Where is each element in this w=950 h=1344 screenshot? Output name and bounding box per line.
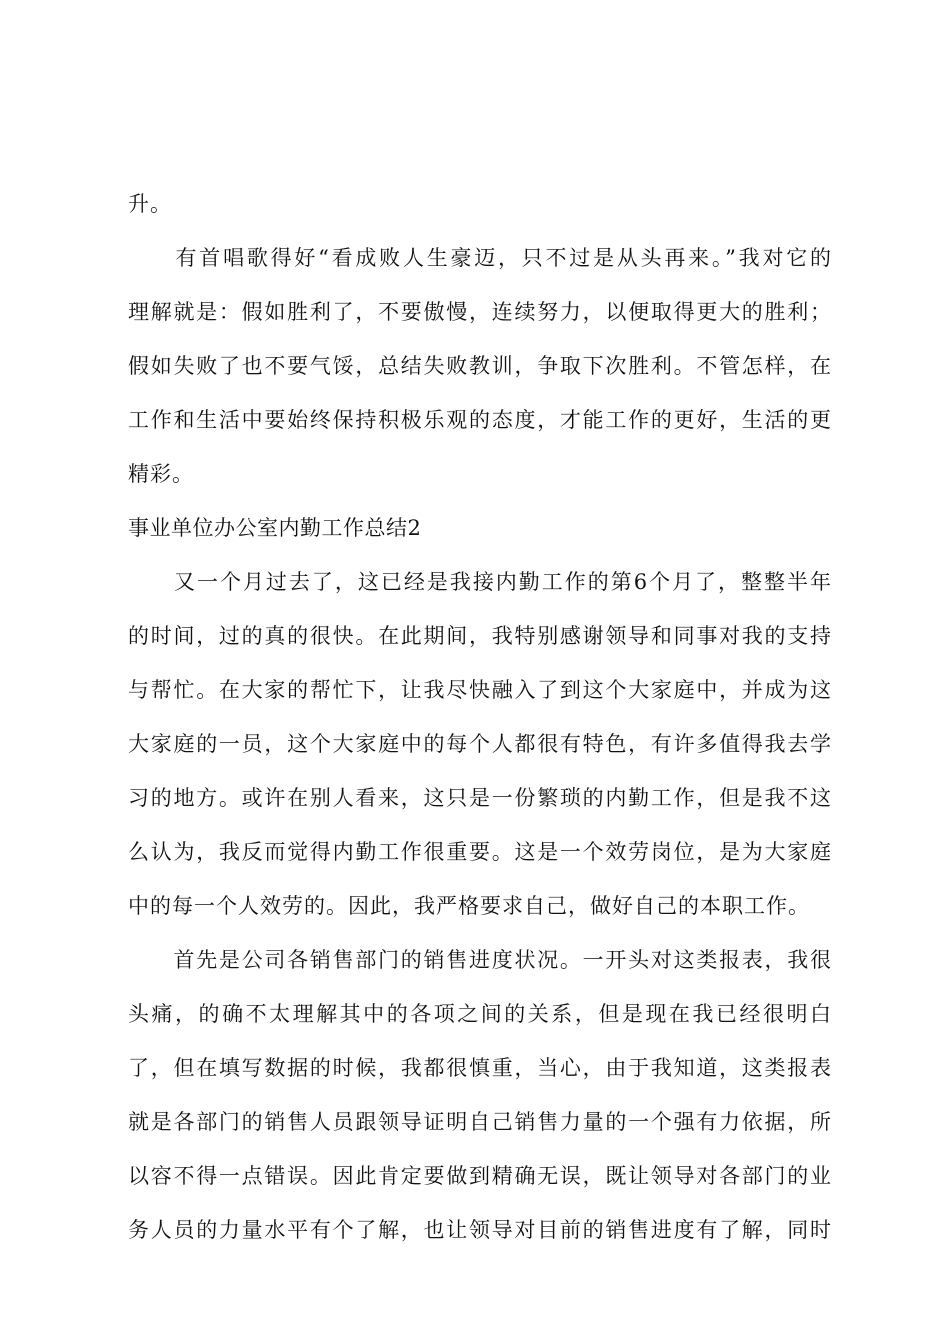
text-line: 理解就是：假如胜利了，不要傲慢，连续努力，以便取得更大的胜利； — [128, 300, 832, 324]
text-line: 务人员的力量水平有个了解，也让领导对目前的销售进度有了解，同时 — [128, 1218, 832, 1242]
text-line: 精彩。 — [128, 462, 194, 486]
text-line: 头痛，的确不太理解其中的各项之间的关系，但是现在我已经很明白 — [128, 1002, 832, 1026]
section-heading: 事业单位办公室内勤工作总结2 — [128, 516, 422, 540]
text-line: 么认为，我反而觉得内勤工作很重要。这是一个效劳岗位，是为大家庭 — [128, 840, 832, 864]
text-line: 有首唱歌得好“看成败人生豪迈，只不过是从头再来。”我对它的 — [128, 246, 832, 270]
text-line: 大家庭的一员，这个大家庭中的每个人都很有特色，有许多值得我去学 — [128, 732, 832, 756]
text-line: 升。 — [128, 192, 172, 216]
text-line: 与帮忙。在大家的帮忙下，让我尽快融入了到这个大家庭中，并成为这 — [128, 678, 832, 702]
text-line: 首先是公司各销售部门的销售进度状况。一开头对这类报表，我很 — [128, 948, 832, 972]
text-line: 的时间，过的真的很快。在此期间，我特别感谢领导和同事对我的支持 — [128, 624, 832, 648]
text-line: 又一个月过去了，这已经是我接内勤工作的第6个月了，整整半年 — [128, 570, 832, 594]
text-line: 习的地方。或许在别人看来，这只是一份繁琐的内勤工作，但是我不这 — [128, 786, 832, 810]
document-body — [128, 188, 832, 1268]
text-line: 就是各部门的销售人员跟领导证明自己销售力量的一个强有力依据，所 — [128, 1110, 832, 1134]
text-line: 工作和生活中要始终保持积极乐观的态度，才能工作的更好，生活的更 — [128, 408, 832, 432]
text-line: 中的每一个人效劳的。因此，我严格要求自己，做好自己的本职工作。 — [128, 894, 810, 918]
text-line: 了，但在填写数据的时候，我都很慎重，当心，由于我知道，这类报表 — [128, 1056, 832, 1080]
text-line: 假如失败了也不要气馁，总结失败教训，争取下次胜利。不管怎样，在 — [128, 354, 832, 378]
text-line: 以容不得一点错误。因此肯定要做到精确无误，既让领导对各部门的业 — [128, 1164, 832, 1188]
